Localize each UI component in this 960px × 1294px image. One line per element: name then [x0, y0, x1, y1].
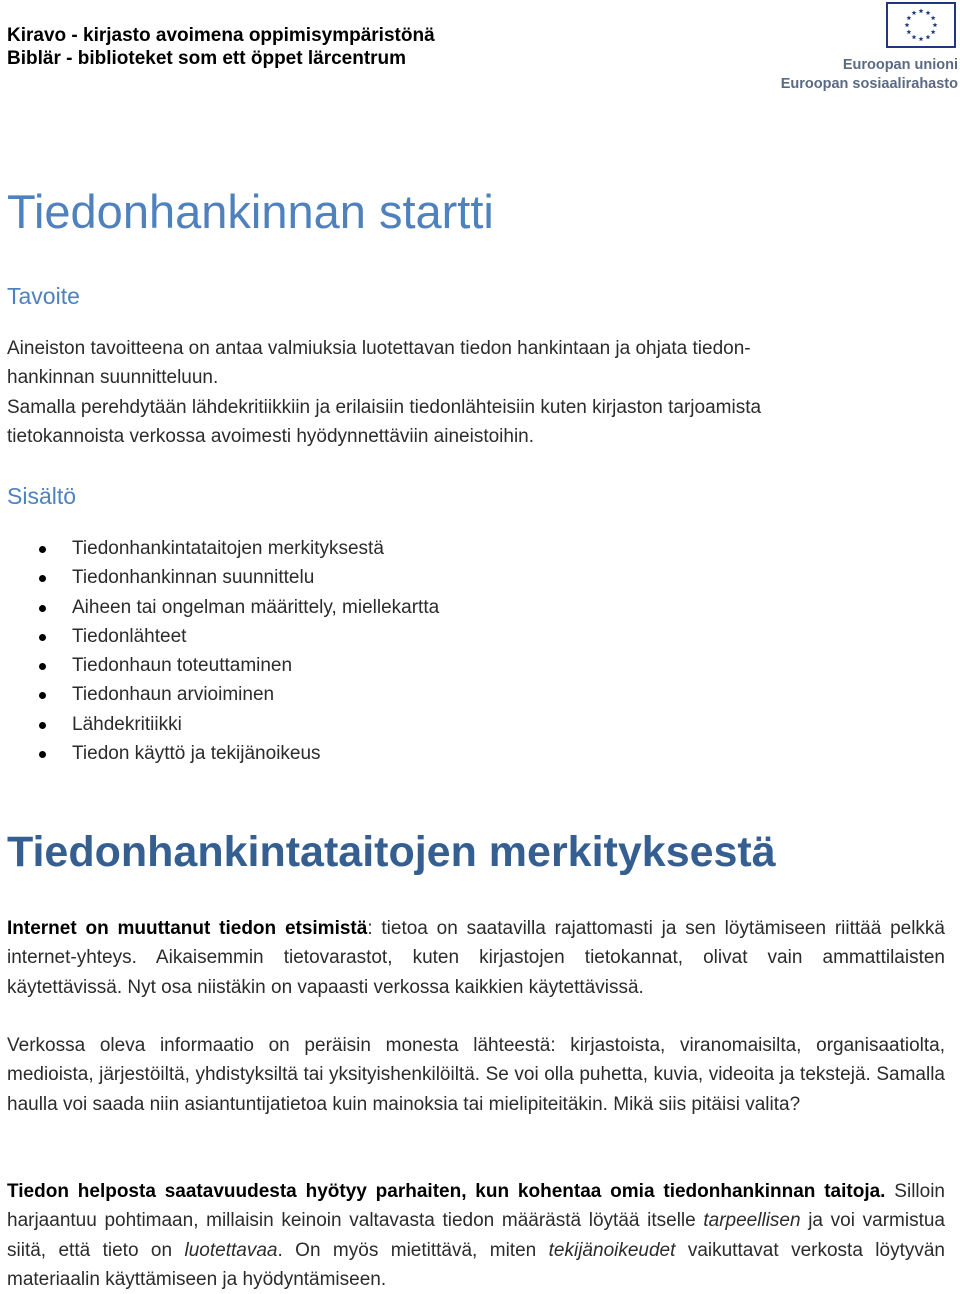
header-line-2: Biblär - biblioteket som ett öppet lärcentrum [7, 48, 407, 69]
list-item-label: Tiedonhankintataitojen merkityksestä [72, 538, 384, 559]
section-paragraph-1 [7, 914, 945, 1002]
section-paragraph-2: Verkossa oleva informaatio on peräisin monesta lähteestä: kirjastoista, viranomaisilta, organisaatiolta, medioista, järjestöiltä, yhdistyksiltä tai yksityishenkilöiltä. Se voi olla puhetta, kuvia, videoita ja tekstejä. Samalla haulla voi saada niin asiantuntijatietoa kuin mainoksia tai mielipiteitäkin. Mikä siis pitäisi valita? [7, 1035, 945, 1115]
sisalto-list [0, 534, 439, 768]
list-item [0, 593, 439, 622]
eu-logo-line-1: Euroopan unioni [842, 57, 958, 73]
section-paragraph-3 [7, 1177, 945, 1294]
eu-star [912, 10, 917, 15]
tavoite-paragraph [7, 334, 761, 451]
bullet-icon [39, 751, 46, 758]
eu-star [933, 22, 938, 27]
eu-star [926, 10, 931, 15]
eu-flag-icon [886, 2, 956, 48]
paragraph-3-text: Silloin harjaantuu pohtimaan, millaisin keinoin valtavasta tiedon määrästä löytää itselle [7, 1181, 945, 1232]
bullet-icon [39, 692, 46, 699]
list-item [0, 680, 439, 709]
list-item [0, 739, 439, 768]
bullet-icon [39, 575, 46, 582]
bullet-icon [39, 605, 46, 612]
eu-star [906, 29, 911, 34]
eu-logo-line-2: Euroopan sosiaalirahasto [780, 76, 958, 92]
paragraph-3-text: . On myös mietittävä, miten [277, 1239, 549, 1261]
tavoite-line: hankinnan suunnitteluun. [7, 367, 219, 389]
page-title: Tiedonhankinnan startti [7, 185, 494, 238]
list-item-label: Tiedon käyttö ja tekijänoikeus [72, 743, 321, 765]
paragraph-3-italic: tarpeellisen [703, 1210, 801, 1232]
tavoite-heading: Tavoite [7, 283, 80, 309]
eu-logo-text [781, 56, 958, 94]
list-item-label: Tiedonhaun arvioiminen [72, 684, 275, 706]
header-line-1: Kiravo - kirjasto avoimena oppimisympäristönä [7, 25, 435, 46]
tavoite-line: Samalla perehdytään lähdekritiikkiin ja erilaisiin tiedonlähteisiin kuten kirjaston tarjoamista [7, 396, 762, 418]
bullet-icon [39, 634, 46, 641]
sisalto-heading: Sisältö [7, 483, 77, 509]
eu-star [919, 8, 924, 13]
eu-star [912, 35, 917, 40]
paragraph-1-bold: Internet on muuttanut tiedon etsimistä [7, 918, 368, 939]
paragraph-3-text: ja voi varmistua siitä, että tieto on [7, 1210, 945, 1261]
eu-star [919, 36, 924, 41]
list-item [0, 563, 439, 592]
list-item-label: Tiedonlähteet [72, 625, 187, 647]
list-item-label: Tiedonhankinnan suunnittelu [72, 567, 315, 589]
tavoite-line: Aineiston tavoitteena on antaa valmiuksia luotettavan tiedon hankintaan ja ohjata tiedon- [7, 338, 751, 359]
eu-star [931, 29, 936, 34]
eu-star [931, 15, 936, 20]
eu-stars-icon [888, 4, 954, 46]
tavoite-line: tietokannoista verkossa avoimesti hyödynnettäviin aineistoihin. [7, 425, 535, 447]
eu-logo [780, 0, 960, 96]
eu-star [926, 35, 931, 40]
document-header [7, 24, 435, 70]
bullet-icon [39, 663, 46, 670]
list-item-label: Tiedonhaun toteuttaminen [72, 655, 293, 677]
section-title: Tiedonhankintataitojen merkityksestä [7, 828, 776, 876]
list-item [0, 622, 439, 651]
list-item-label: Aiheen tai ongelman määrittely, miellekartta [72, 596, 440, 618]
eu-star [905, 22, 910, 27]
paragraph-3-italic: tekijänoikeudet [548, 1239, 676, 1261]
paragraph-3-italic: luotettavaa [184, 1239, 278, 1261]
list-item [0, 534, 439, 563]
list-item-label: Lähdekritiikki [72, 713, 182, 735]
paragraph-1-text: : tietoa on saatavilla rajattomasti ja sen löytämiseen riittää pelkkä internet-yhteys. Aikaisemmin tietovarastot, kuten kirjastojen tietokannat, olivat vain ammattilaisten käytettävissä. Nyt osa niistäkin on vapaasti verkossa kaikkien käytettävissä. [7, 918, 945, 998]
bullet-icon [39, 546, 46, 553]
list-item [0, 651, 439, 680]
list-item [0, 710, 439, 739]
bullet-icon [39, 722, 46, 729]
eu-star [906, 15, 911, 20]
paragraph-3-text: vaikuttavat verkosta löytyvän materiaalin käyttämiseen ja hyödyntämiseen. [7, 1239, 946, 1290]
paragraph-3-bold: Tiedon helposta saatavuudesta hyötyy parhaiten, kun kohentaa omia tiedonhankinnan taitoja. [7, 1181, 886, 1202]
